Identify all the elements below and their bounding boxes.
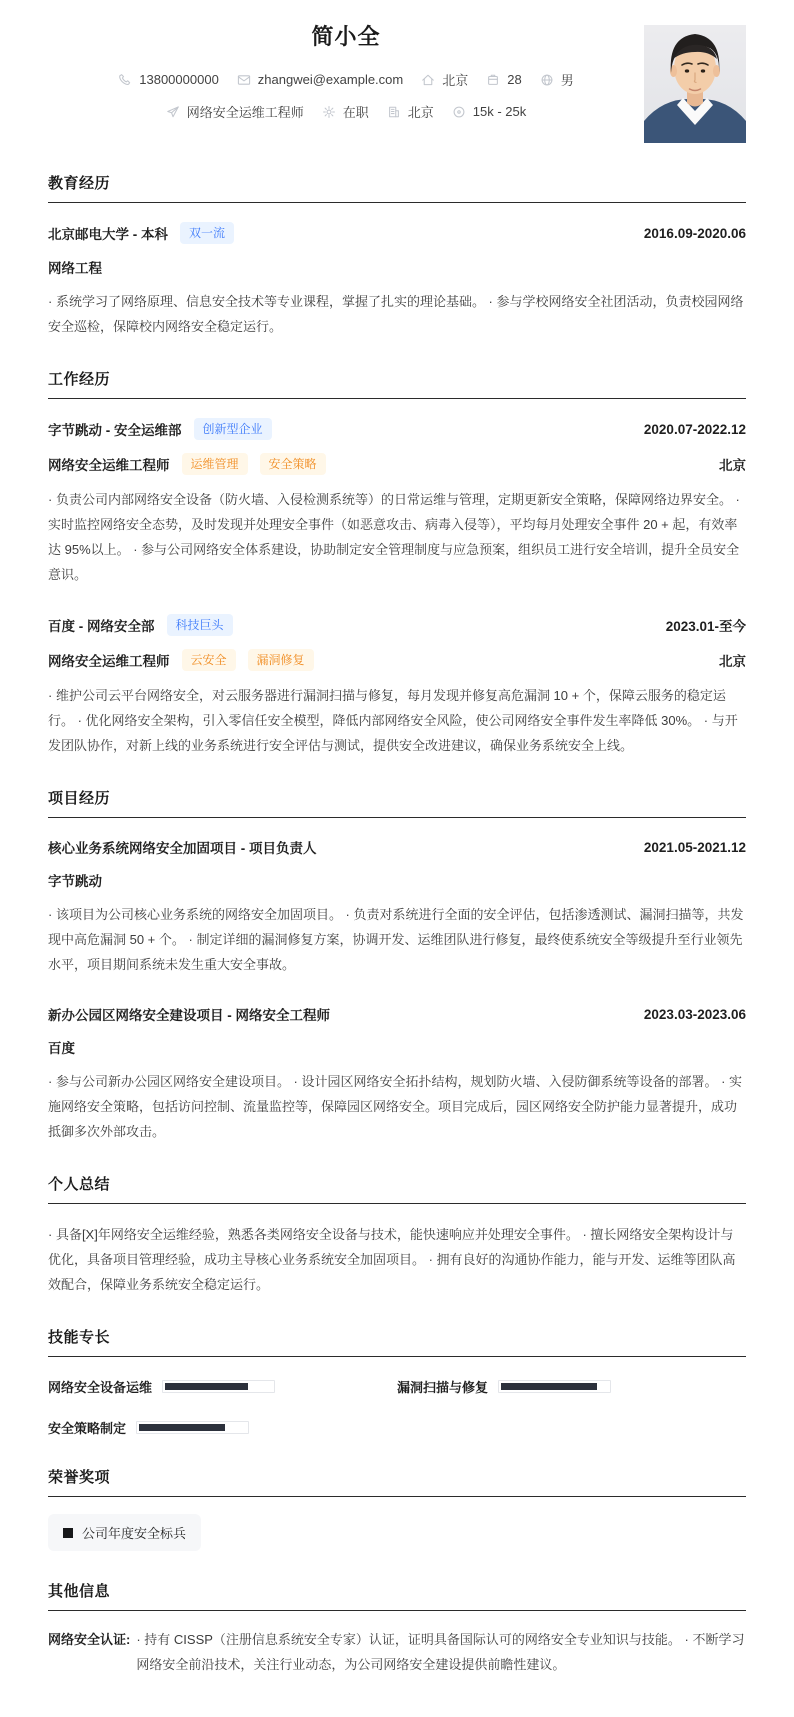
honor-badge (48, 1514, 201, 1551)
role-tag: 安全策略 (260, 453, 326, 475)
contact-row-1 (48, 70, 644, 89)
school-tag: 双一流 (180, 222, 234, 244)
contact-email-text: zhangwei@example.com (257, 72, 404, 87)
company-name: 字节跳动 - 安全运维部 (48, 423, 182, 438)
position-icon (166, 105, 180, 119)
work-location: 北京 (719, 458, 746, 473)
section-work (48, 368, 746, 758)
skill-fill (139, 1424, 225, 1431)
project-entry (48, 1004, 746, 1144)
contact-city (387, 102, 434, 121)
skill-label: 网络安全设备运维 (48, 1380, 153, 1395)
contact-salary-text: 15k - 25k (472, 104, 527, 119)
other-info-block (48, 1627, 746, 1677)
company-name: 百度 - 网络安全部 (48, 619, 155, 634)
home-icon (421, 73, 435, 87)
other-info-label: 网络安全认证: (48, 1632, 131, 1647)
id-photo-illustration (644, 25, 746, 143)
work-entry (48, 418, 746, 587)
summary-desc: · 具备[X]年网络安全运维经验，熟悉各类网络安全设备与技术，能快速响应并处理安全事件。 · 擅长网络安全架构设计与优化，具备项目管理经验，成功主导核心业务系统安全加固项目。 · 拥有良好的沟通协作能力，能与开发、运维等团队高效配合，保障业务系统安全稳定运行。 (48, 1227, 736, 1292)
project-date: 2021.05-2021.12 (643, 839, 746, 855)
education-date: 2016.09-2020.06 (643, 225, 746, 241)
role-tag: 漏洞修复 (248, 649, 314, 671)
phone-icon (118, 73, 132, 87)
skill-label: 漏洞扫描与修复 (397, 1380, 489, 1395)
contact-hometown (421, 70, 468, 89)
project-company: 百度 (48, 1041, 75, 1056)
education-desc: · 系统学习了网络原理、信息安全技术等专业课程，掌握了扎实的理论基础。 · 参与学校网络安全社团活动，负责校园网络安全巡检，保障校内网络安全稳定运行。 (48, 294, 744, 334)
skill-item (48, 1418, 397, 1437)
contact-status-text: 在职 (342, 105, 369, 120)
work-date: 2020.07-2022.12 (643, 421, 746, 437)
project-name: 新办公园区网络安全建设项目 - 网络安全工程师 (48, 1008, 330, 1023)
salary-coin-icon (452, 105, 466, 119)
school-degree: 北京邮电大学 - 本科 (48, 227, 168, 242)
work-entry (48, 614, 746, 758)
job-role: 网络安全运维工程师 (48, 654, 170, 669)
section-honors (48, 1466, 746, 1551)
skill-label: 安全策略制定 (48, 1421, 127, 1436)
skill-bar (136, 1421, 249, 1434)
contact-hometown-text: 北京 (442, 73, 469, 88)
id-photo (644, 25, 746, 143)
section-title-projects: 项目经历 (48, 787, 746, 818)
company-tag: 创新型企业 (194, 418, 272, 440)
role-tag: 运维管理 (182, 453, 248, 475)
section-projects (48, 787, 746, 1144)
section-title-other: 其他信息 (48, 1580, 746, 1611)
work-date: 2023.01-至今 (665, 619, 746, 634)
medal-square-icon (63, 1528, 73, 1538)
section-title-education: 教育经历 (48, 172, 746, 203)
skill-item (397, 1377, 746, 1396)
section-title-summary: 个人总结 (48, 1173, 746, 1204)
contact-phone (118, 72, 219, 87)
header-main (48, 14, 644, 121)
honor-badge-label: 公司年度安全标兵 (82, 1526, 187, 1541)
contact-city-text: 北京 (407, 105, 434, 120)
section-title-skills: 技能专长 (48, 1326, 746, 1357)
city-building-icon (387, 105, 401, 119)
section-other (48, 1580, 746, 1677)
skill-fill (165, 1383, 248, 1390)
section-education (48, 172, 746, 339)
mail-icon (237, 73, 251, 87)
candidate-name: 简小全 (311, 24, 381, 49)
gender-icon (540, 73, 554, 87)
contact-age-text: 28 (507, 72, 522, 87)
contact-position (166, 102, 304, 121)
role-tag: 云安全 (182, 649, 236, 671)
skill-bar (498, 1380, 611, 1393)
contact-gender (540, 70, 574, 89)
project-name: 核心业务系统网络安全加固项目 - 项目负责人 (48, 841, 317, 856)
contact-phone-text: 13800000000 (139, 72, 219, 87)
section-summary (48, 1173, 746, 1297)
contact-row-2 (48, 102, 644, 121)
education-entry (48, 222, 746, 339)
skill-item (48, 1377, 397, 1396)
project-desc: · 参与公司新办公园区网络安全建设项目。 · 设计园区网络安全拓扑结构，规划防火墙、入侵防御系统等设备的部署。 · 实施网络安全策略，包括访问控制、流量监控等，保障园区网络安全。项目完成后，园区网络安全防护能力显著提升，成功抵御多次外部攻击。 (48, 1074, 743, 1139)
work-desc: · 维护公司云平台网络安全，对云服务器进行漏洞扫描与修复，每月发现并修复高危漏洞 10 + 个，保障云服务的稳定运行。 · 优化网络安全架构，引入零信任安全模型，降低内部网络安全风险，使公司网络安全事件发生率降低 30%。 · 与开发团队协作，对新上线的业务系统进行安全评估与测试，提供安全改进建议，确保业务系统安全上线。 (48, 688, 738, 753)
contact-gender-text: 男 (560, 73, 574, 88)
company-tag: 科技巨头 (167, 614, 233, 636)
project-date: 2023.03-2023.06 (643, 1006, 746, 1022)
contact-status (322, 102, 369, 121)
major: 网络工程 (48, 261, 102, 276)
age-icon (486, 73, 500, 87)
skill-fill (501, 1383, 597, 1390)
contact-age (486, 72, 521, 87)
status-gear-icon (322, 105, 336, 119)
contact-position-text: 网络安全运维工程师 (186, 105, 304, 120)
contact-email (237, 72, 403, 87)
job-role: 网络安全运维工程师 (48, 458, 170, 473)
section-title-honors: 荣誉奖项 (48, 1466, 746, 1497)
resume-header (48, 14, 746, 143)
project-entry (48, 837, 746, 977)
skills-grid (48, 1377, 746, 1437)
contact-salary (452, 104, 526, 119)
skill-bar (162, 1380, 275, 1393)
project-company: 字节跳动 (48, 874, 102, 889)
work-desc: · 负责公司内部网络安全设备（防火墙、入侵检测系统等）的日常运维与管理，定期更新安全策略，保障网络边界安全。 · 实时监控网络安全态势，及时发现并处理安全事件（如恶意攻击、病毒入侵等），平均每月处理安全事件 20 + 起，有效率达 95%以上。 · 参与公司网络安全体系建设，协助制定安全管理制度与应急预案，组织员工进行安全培训，提升全员安全意识。 (48, 492, 740, 582)
project-desc: · 该项目为公司核心业务系统的网络安全加固项目。 · 负责对系统进行全面的安全评估，包括渗透测试、漏洞扫描等，共发现中高危漏洞 50 + 个。 · 制定详细的漏洞修复方案，协调开发、运维团队进行修复，最终使系统安全等级提升至行业领先水平，项目期间系统未发生重大安全事故。 (48, 907, 744, 972)
work-location: 北京 (719, 654, 746, 669)
other-info-desc: · 持有 CISSP（注册信息系统安全专家）认证，证明具备国际认可的网络安全专业知识与技能。 · 不断学习网络安全前沿技术，关注行业动态，为公司网络安全建设提供前瞻性建议。 (136, 1632, 745, 1672)
section-skills (48, 1326, 746, 1437)
section-title-work: 工作经历 (48, 368, 746, 399)
